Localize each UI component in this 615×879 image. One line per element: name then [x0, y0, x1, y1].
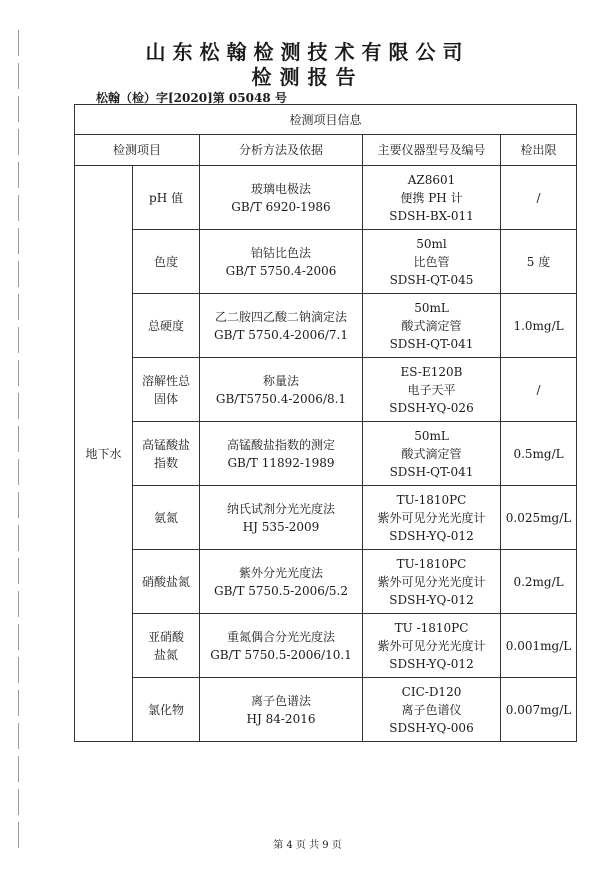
table-title: 检测项目信息 — [75, 105, 577, 135]
instrument-cell-line: 酸式滴定管 — [401, 318, 462, 333]
instrument-cell-line: 紫外可见分光光度计 — [377, 510, 486, 525]
method-cell — [200, 614, 363, 678]
table-row — [75, 230, 577, 294]
instrument-cell — [363, 614, 501, 678]
method-cell-line: 铂钴比色法 — [250, 245, 311, 260]
instrument-cell-line: ES-E120B — [400, 364, 463, 379]
sample-category: 地下水 — [75, 166, 133, 742]
instrument-cell-line: SDSH-QT-041 — [389, 464, 474, 479]
table-row — [75, 358, 577, 422]
method-cell — [200, 294, 363, 358]
test-item-cell — [133, 294, 200, 358]
table-row — [75, 678, 577, 742]
table-row — [75, 614, 577, 678]
instrument-cell-line: SDSH-YQ-012 — [389, 656, 474, 671]
instrument-cell-line: SDSH-QT-041 — [389, 336, 474, 351]
method-cell — [200, 422, 363, 486]
detection-limit-cell: 0.2mg/L — [501, 550, 577, 614]
detection-limit-cell: 0.5mg/L — [501, 422, 577, 486]
method-cell-line: GB/T 5750.4-2006/7.1 — [214, 327, 348, 342]
instrument-cell-line: 50mL — [414, 300, 449, 315]
test-item-cell-line: 总硬度 — [147, 318, 184, 333]
test-item-cell-line: 氨氮 — [153, 510, 178, 525]
method-cell-line: 玻璃电极法 — [250, 181, 311, 196]
table-row — [75, 486, 577, 550]
table-row — [75, 422, 577, 486]
method-cell — [200, 486, 363, 550]
instrument-cell-line: 紫外可见分光光度计 — [377, 638, 486, 653]
method-cell-line: 重氮偶合分光光度法 — [226, 629, 335, 644]
instrument-cell-line: 电子天平 — [407, 382, 456, 397]
test-item-cell-line: 盐氮 — [153, 647, 178, 662]
method-cell-line: GB/T 5750.4-2006 — [225, 263, 337, 278]
header-detection-limit: 检出限 — [501, 135, 577, 166]
detection-limit-cell: 1.0mg/L — [501, 294, 577, 358]
method-cell-line: GB/T 11892-1989 — [227, 455, 335, 470]
header-method: 分析方法及依据 — [200, 135, 363, 166]
method-cell-line: 离子色谱法 — [250, 693, 311, 708]
instrument-cell-line: TU-1810PC — [396, 492, 467, 507]
test-item-cell — [133, 422, 200, 486]
method-cell-line: 紫外分光光度法 — [238, 565, 323, 580]
test-item-cell — [133, 166, 200, 230]
instrument-cell-line: AZ8601 — [407, 172, 456, 187]
test-item-cell-line: 溶解性总 — [141, 373, 190, 388]
instrument-cell — [363, 678, 501, 742]
instrument-cell-line: 50mL — [414, 428, 449, 443]
test-item-cell — [133, 678, 200, 742]
test-item-cell — [133, 614, 200, 678]
instrument-cell-line: SDSH-YQ-012 — [389, 528, 474, 543]
instrument-cell — [363, 230, 501, 294]
table-row — [75, 166, 577, 230]
instrument-cell-line: 比色管 — [413, 254, 450, 269]
test-item-cell-line: 高锰酸盐 — [141, 437, 190, 452]
method-cell-line: GB/T5750.4-2006/8.1 — [215, 391, 347, 406]
instrument-cell-line: SDSH-YQ-012 — [389, 592, 474, 607]
instrument-cell — [363, 486, 501, 550]
report-title: 检测报告 — [251, 65, 364, 89]
table-row — [75, 294, 577, 358]
test-item-cell-line: pH 值 — [149, 190, 183, 205]
method-cell-line: GB/T 6920-1986 — [231, 199, 331, 214]
detection-limit-cell: 0.007mg/L — [501, 678, 577, 742]
detection-limit-cell: / — [501, 358, 577, 422]
method-cell — [200, 358, 363, 422]
method-cell-line: 称量法 — [262, 373, 299, 388]
instrument-cell-line: 紫外可见分光光度计 — [377, 574, 486, 589]
method-cell-line: 纳氏试剂分光光度法 — [226, 501, 335, 516]
detection-limit-cell: 0.001mg/L — [501, 614, 577, 678]
instrument-cell-line: 离子色谱仪 — [401, 702, 462, 717]
instrument-cell-line: TU -1810PC — [394, 620, 469, 635]
instrument-cell-line: SDSH-YQ-006 — [389, 720, 474, 735]
instrument-cell-line: SDSH-YQ-026 — [389, 400, 474, 415]
instrument-cell — [363, 422, 501, 486]
method-cell — [200, 678, 363, 742]
instrument-cell — [363, 294, 501, 358]
instrument-cell-line: CIC-D120 — [401, 684, 462, 699]
instrument-cell-line: SDSH-BX-011 — [389, 208, 474, 223]
header-instrument: 主要仪器型号及编号 — [363, 135, 501, 166]
method-cell-line: GB/T 5750.5-2006/10.1 — [210, 647, 352, 662]
test-item-cell-line: 氯化物 — [147, 702, 184, 717]
instrument-cell-line: TU-1810PC — [396, 556, 467, 571]
test-item-cell-line: 固体 — [153, 391, 178, 406]
detection-limit-cell: / — [501, 166, 577, 230]
instrument-cell-line: SDSH-QT-045 — [389, 272, 474, 287]
table-row — [75, 550, 577, 614]
test-items-table — [74, 104, 577, 742]
instrument-cell — [363, 358, 501, 422]
test-item-cell-line: 硝酸盐氮 — [141, 574, 190, 589]
method-cell-line: HJ 535-2009 — [242, 519, 320, 534]
method-cell — [200, 550, 363, 614]
instrument-cell — [363, 550, 501, 614]
page-number: 第 4 页 共 9 页 — [273, 840, 342, 851]
method-cell — [200, 230, 363, 294]
instrument-cell-line: 50ml — [416, 236, 447, 251]
method-cell-line: 乙二胺四乙酸二钠滴定法 — [214, 309, 347, 324]
instrument-cell-line: 便携 PH 计 — [400, 190, 463, 205]
detection-limit-cell: 5 度 — [501, 230, 577, 294]
binding-marks — [6, 30, 20, 850]
detection-limit-cell: 0.025mg/L — [501, 486, 577, 550]
test-item-cell — [133, 550, 200, 614]
instrument-cell — [363, 166, 501, 230]
test-item-cell-line: 亚硝酸 — [147, 629, 184, 644]
test-item-cell — [133, 486, 200, 550]
method-cell-line: HJ 84-2016 — [246, 711, 316, 726]
header-test-item: 检测项目 — [75, 135, 200, 166]
test-item-cell — [133, 230, 200, 294]
instrument-cell-line: 酸式滴定管 — [401, 446, 462, 461]
test-item-cell-line: 指数 — [153, 455, 178, 470]
method-cell — [200, 166, 363, 230]
test-item-cell-line: 色度 — [153, 254, 178, 269]
report-number: 松翰（检）字[2020]第 05048 号 — [96, 91, 287, 105]
test-item-cell — [133, 358, 200, 422]
method-cell-line: 高锰酸盐指数的测定 — [226, 437, 335, 452]
method-cell-line: GB/T 5750.5-2006/5.2 — [214, 583, 348, 598]
company-name: 山东松翰检测技术有限公司 — [145, 40, 470, 64]
